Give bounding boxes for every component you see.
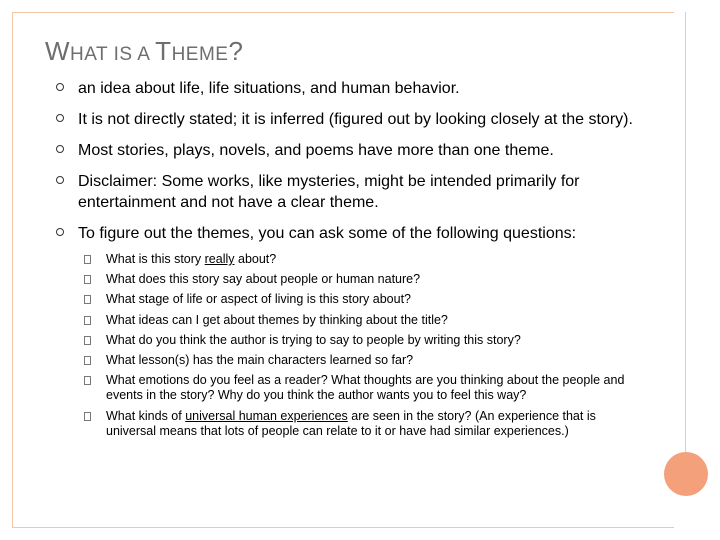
question-underlined-text: really bbox=[204, 252, 235, 266]
bullet-text: It is not directly stated; it is inferred (figured out by looking closely at the story). bbox=[78, 111, 633, 128]
question-item bbox=[56, 353, 646, 368]
question-text: What emotions do you feel as a reader? What thoughts are you thinking about the people and events in the story? Why do you think the author wants you to feel this way? bbox=[106, 373, 625, 403]
bullet-circle-icon bbox=[56, 83, 64, 91]
question-text: What kinds of bbox=[106, 408, 186, 423]
question-list bbox=[56, 252, 656, 439]
bullet-circle-icon bbox=[56, 176, 64, 184]
bullet-item bbox=[56, 171, 656, 213]
frame-top-line bbox=[12, 12, 674, 13]
title-part: HAT IS A bbox=[70, 44, 156, 65]
bullet-square-icon bbox=[84, 336, 91, 345]
bullet-item bbox=[56, 109, 656, 130]
question-item bbox=[56, 252, 646, 267]
bullet-square-icon bbox=[84, 412, 91, 421]
bullet-item bbox=[56, 223, 656, 244]
title-part: T bbox=[155, 36, 172, 66]
bullet-square-icon bbox=[84, 255, 91, 264]
frame-bottom-line bbox=[12, 527, 674, 528]
question-item bbox=[56, 272, 646, 287]
question-text: What lesson(s) has the main characters learned so far? bbox=[106, 353, 414, 368]
question-item bbox=[56, 292, 646, 307]
bullet-square-icon bbox=[84, 316, 91, 325]
bullet-square-icon bbox=[84, 275, 91, 284]
title-part: ? bbox=[228, 36, 244, 66]
question-text: about? bbox=[234, 252, 277, 266]
bullet-item bbox=[56, 78, 656, 99]
slide-title bbox=[45, 36, 243, 67]
question-item bbox=[56, 373, 646, 403]
bullet-text: To figure out the themes, you can ask some of the following questions: bbox=[78, 225, 577, 242]
title-part: W bbox=[45, 36, 71, 66]
bullet-circle-icon bbox=[56, 145, 64, 153]
bullet-circle-icon bbox=[56, 228, 64, 236]
question-text: What is this story bbox=[106, 252, 205, 266]
bullet-square-icon bbox=[84, 356, 91, 365]
bullet-text: Most stories, plays, novels, and poems have more than one theme. bbox=[78, 142, 554, 159]
bullet-square-icon bbox=[84, 295, 91, 304]
decorative-circle bbox=[664, 452, 708, 496]
frame-right-line bbox=[685, 12, 686, 452]
bullet-list bbox=[56, 78, 656, 444]
frame-left-line bbox=[12, 12, 13, 528]
question-text: are seen in the story? (An experience that is universal means that lots of people can relate to it or have had similar experiences.) bbox=[106, 408, 596, 438]
question-text: What ideas can I get about themes by thinking about the title? bbox=[106, 312, 448, 327]
question-item bbox=[56, 313, 646, 328]
bullet-circle-icon bbox=[56, 114, 64, 122]
question-text: What stage of life or aspect of living is this story about? bbox=[106, 292, 412, 307]
question-text: What does this story say about people or human nature? bbox=[106, 272, 421, 287]
question-item bbox=[56, 409, 646, 439]
bullet-square-icon bbox=[84, 376, 91, 385]
question-underlined-text: universal human experiences bbox=[185, 408, 348, 423]
bullet-text: Disclaimer: Some works, like mysteries, might be intended primarily for entertainment and not have a clear theme. bbox=[78, 173, 580, 211]
question-text: What do you think the author is trying to say to people by writing this story? bbox=[106, 332, 521, 347]
bullet-item bbox=[56, 140, 656, 161]
question-item bbox=[56, 333, 646, 348]
bullet-text: an idea about life, life situations, and human behavior. bbox=[78, 80, 460, 97]
title-part: HEME bbox=[171, 44, 229, 65]
